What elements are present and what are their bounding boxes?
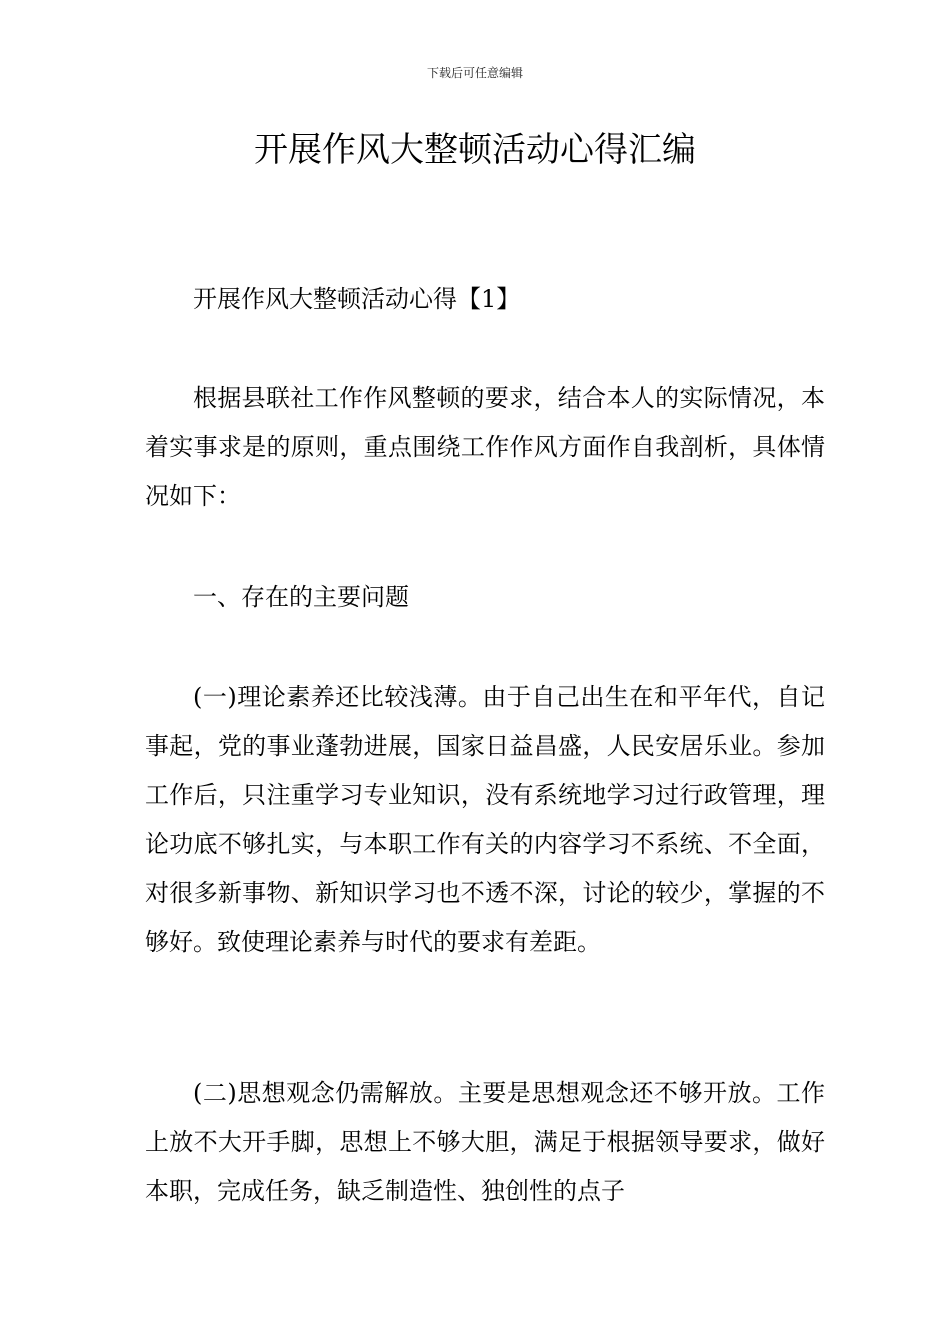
issue-paragraph-1: (一)理论素养还比较浅薄。由于自己出生在和平年代，自记事起，党的事业蓬勃进展，国家日益昌盛，人民安居乐业。参加工作后，只注重学习专业知识，没有系统地学习过行政管理，理论功底不够扎实，与本职工作有关的内容学习不系统、不全面，对很多新事物、新知识学习也不透不深，讨论的较少，掌握的不够好。致使理论素养与时代的要求有差距。 bbox=[145, 683, 825, 956]
header-note: 下载后可任意编辑 bbox=[426, 66, 523, 80]
issue-paragraph-2: (二)思想观念仍需解放。主要是思想观念还不够开放。工作上放不大开手脚，思想上不够大胆，满足于根据领导要求，做好本职，完成任务，缺乏制造性、独创性的点子 bbox=[145, 1079, 825, 1205]
section-heading: 开展作风大整顿活动心得【1】 bbox=[193, 285, 521, 313]
issues-heading: 一、存在的主要问题 bbox=[193, 583, 409, 611]
intro-paragraph: 根据县联社工作作风整顿的要求，结合本人的实际情况，本着实事求是的原则，重点围绕工作作风方面作自我剖析，具体情况如下： bbox=[145, 384, 825, 510]
document-title: 开展作风大整顿活动心得汇编 bbox=[254, 130, 696, 170]
